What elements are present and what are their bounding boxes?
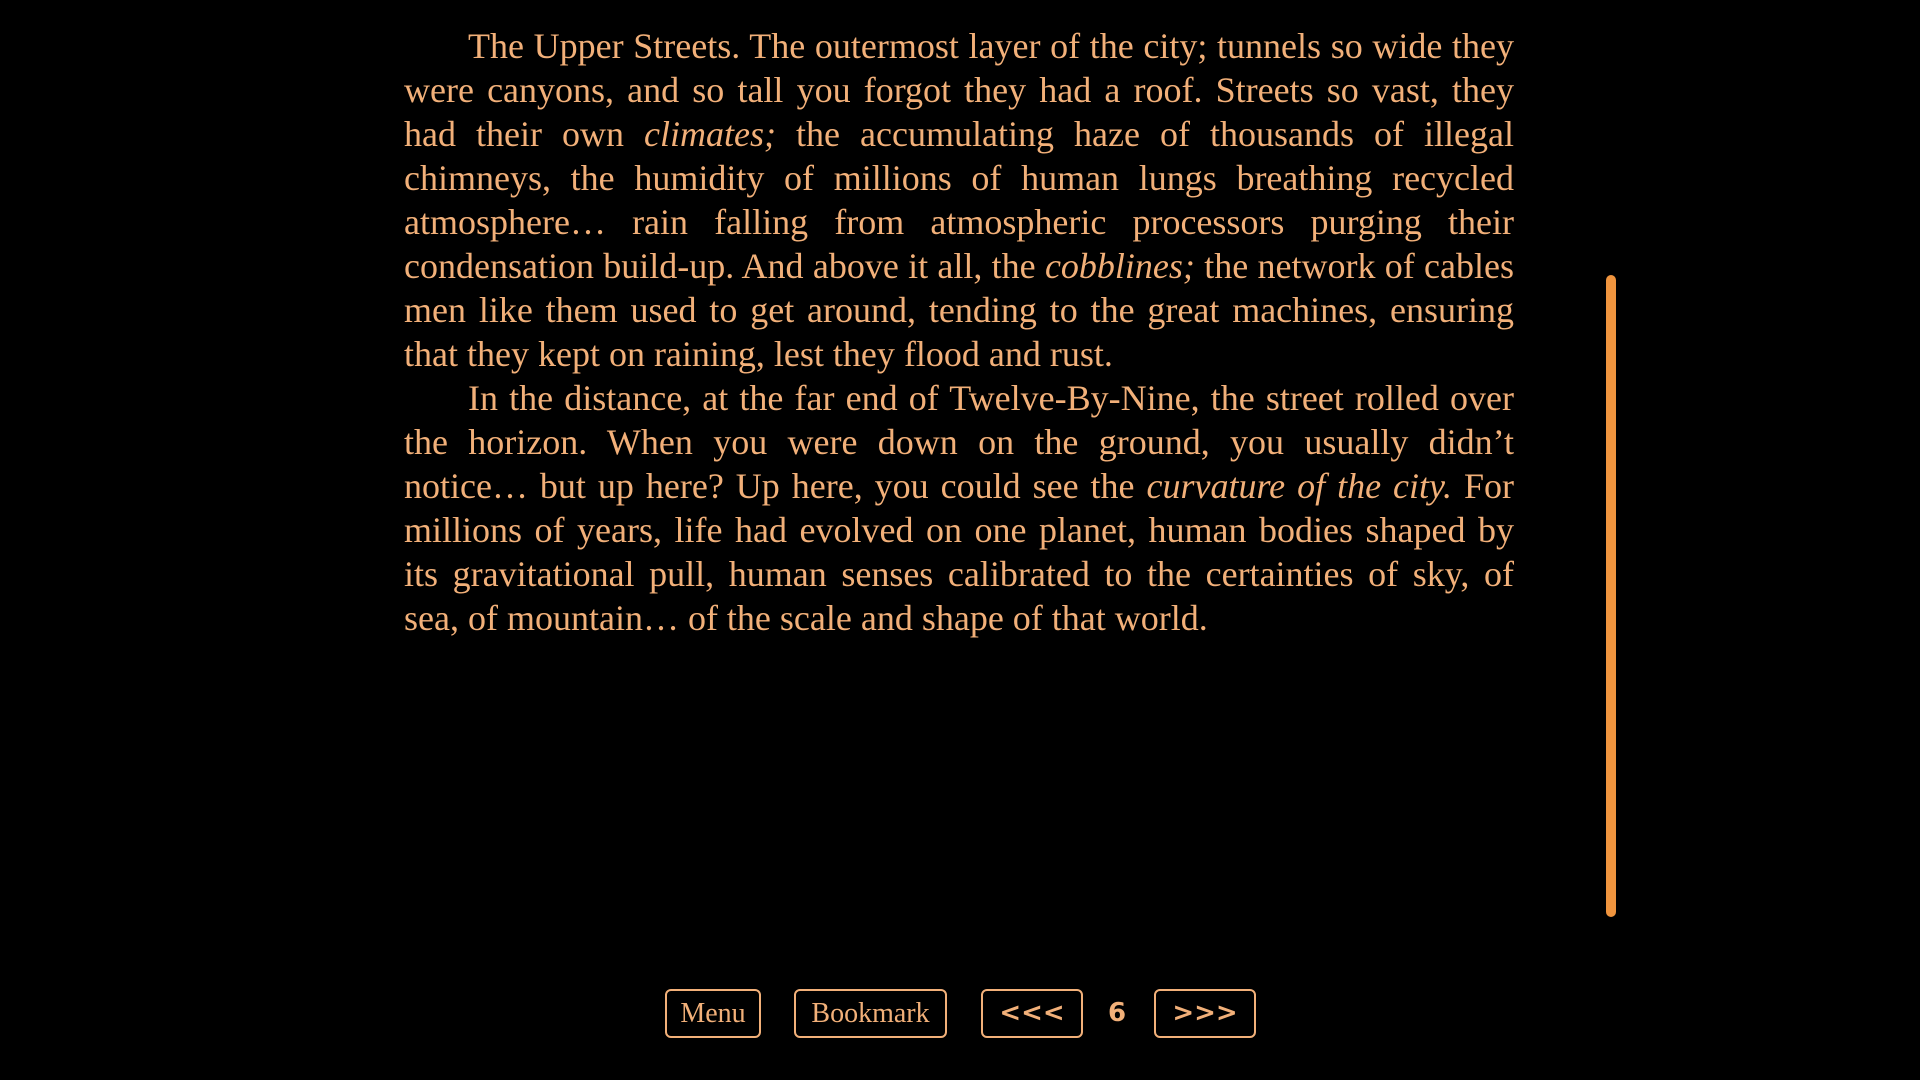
text-span: For millions of years, life had evolved on one planet, human bodies shaped by its gravitational pull, human senses calibrated to the certainties of sky, of sea, of mountain… of the scale and shape of that world. xyxy=(404,466,1515,638)
menu-button[interactable]: Menu xyxy=(665,989,761,1038)
previous-page-button[interactable]: <<< xyxy=(981,989,1083,1038)
text-span: The Upper Streets. The outermost layer of the city; tunnels so wide they were canyons, and so tall you forgot they had a roof. Streets so vast, they had their own xyxy=(404,26,1514,154)
story-text xyxy=(404,24,1514,640)
text-span: the accumulating haze of thousands of illegal chimneys, the humidity of millions of human lungs breathing recycled atmosphere… rain falling from atmospheric processors purging their condensation build-up. And above it all, the xyxy=(404,114,1515,286)
italic-text-span: cobblines; xyxy=(1044,246,1195,286)
next-page-button[interactable]: >>> xyxy=(1154,989,1256,1038)
reader-controls xyxy=(0,989,1920,1038)
italic-text-span: climates; xyxy=(644,114,777,154)
paragraph-2 xyxy=(404,376,1514,640)
italic-text-span: curvature of the city. xyxy=(1146,466,1453,506)
text-span: the network of cables men like them used to get around, tending to the great machines, ensuring that they kept on raining, lest they flood and rust. xyxy=(404,246,1514,374)
page-number: 6 xyxy=(1107,998,1127,1028)
bookmark-button[interactable]: Bookmark xyxy=(794,989,947,1038)
paragraph-1 xyxy=(404,24,1514,376)
scrollbar-thumb[interactable] xyxy=(1606,275,1616,917)
text-span: In the distance, at the far end of Twelve-By-Nine, the street rolled over the horizon. When you were down on the ground, you usually didn’t notice… but up here? Up here, you could see the xyxy=(404,378,1514,506)
